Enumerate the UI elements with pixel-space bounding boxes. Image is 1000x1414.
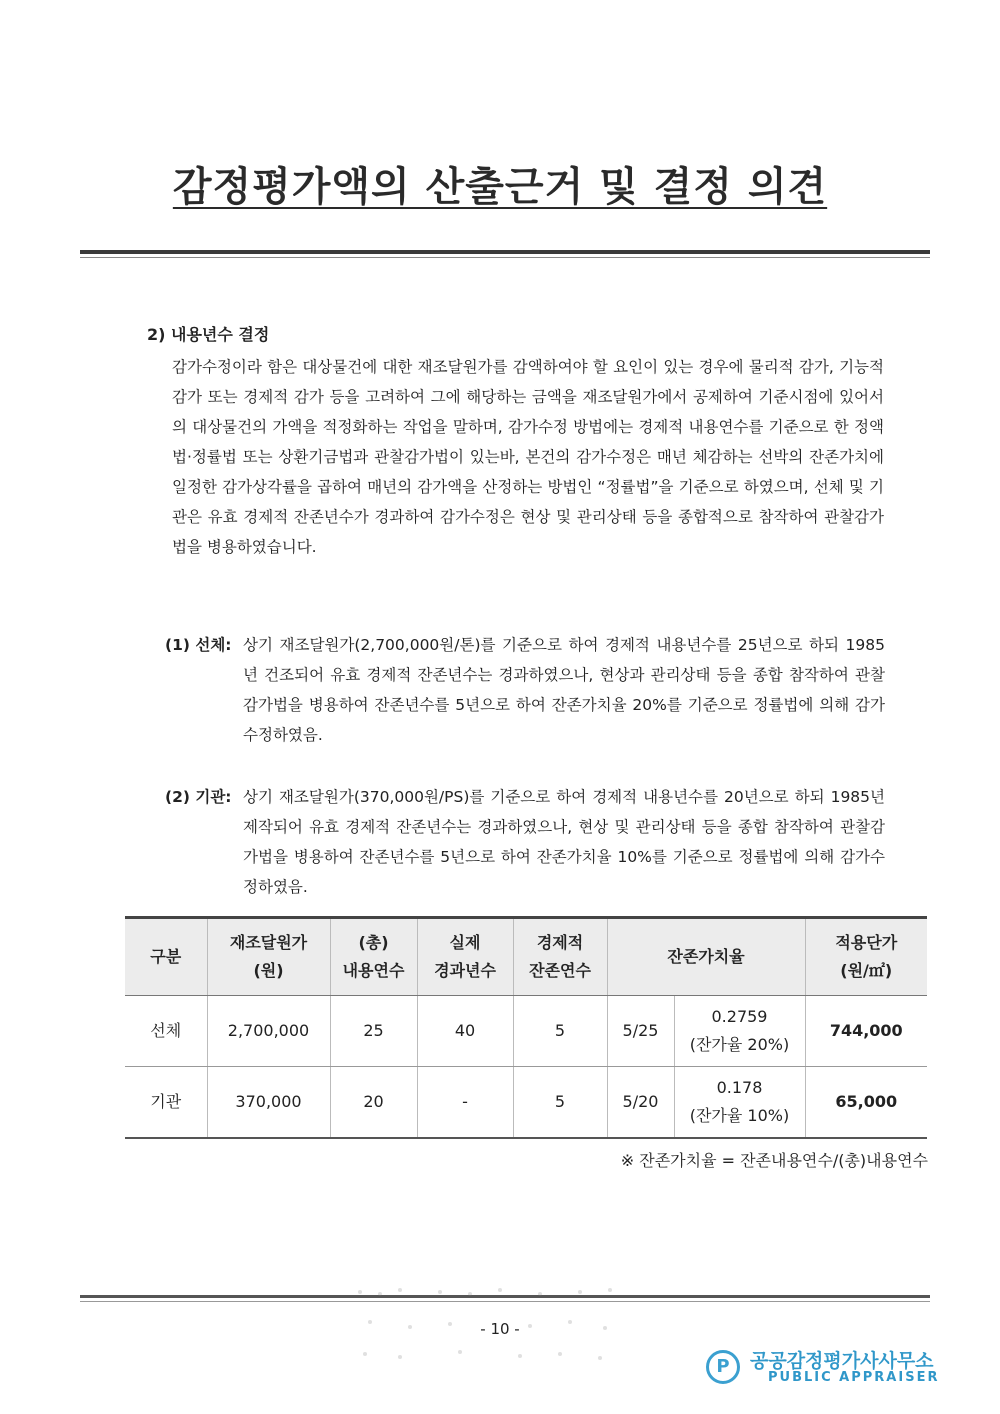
cell-price: 744,000	[805, 996, 927, 1067]
cell-remain: 5	[513, 1067, 607, 1139]
cell-category: 선체	[125, 996, 207, 1067]
item-hull-label: (1) 선체:	[165, 636, 232, 654]
cell-life: 25	[330, 996, 417, 1067]
page-title	[0, 155, 1000, 212]
header-elapsed-years: 실제 경과년수	[417, 918, 513, 996]
cell-cost: 2,700,000	[207, 996, 330, 1067]
header-residual-rate: 잔존가치율	[607, 918, 805, 996]
table-row	[125, 996, 927, 1067]
cell-elapsed: 40	[417, 996, 513, 1067]
logo-p-icon: P	[706, 1350, 740, 1384]
cell-price: 65,000	[805, 1067, 927, 1139]
header-category: 구분	[125, 918, 207, 996]
cell-remain: 5	[513, 996, 607, 1067]
cell-life: 20	[330, 1067, 417, 1139]
item-engine	[165, 782, 885, 902]
section-paragraph: 감가수정이라 함은 대상물건에 대한 재조달원가를 감액하여야 할 요인이 있는 경우에 물리적 감가, 기능적 감가 또는 경제적 감가 등을 고려하여 그에 해당하는 금액을 재조달원가에서 공제하여 기준시점에 있어서의 대상물건의 가액을 적정화하는 작업을 말하며, 감가수정 방법에는 경제적 내용연수를 기준으로 한 정액법·정률법 또는 상환기금법과 관찰감가법이 있는바, 본건의 감가수정은 매년 체감하는 선박의 잔존가치에 일정한 감가상각률을 곱하여 매년의 감가액을 산정하는 방법인 “정률법”을 기준으로 하였으며, 선체 및 기관은 유효 경제적 잔존년수가 경과하여 감가수정은 현상 및 관리상태 등을 종합적으로 참작하여 관찰감가법을 병용하였습니다.	[172, 358, 884, 556]
table-row	[125, 1067, 927, 1139]
item-engine-text: 상기 재조달원가(370,000원/PS)를 기준으로 하여 경제적 내용년수를 20년으로 하되 1985년 제작되어 유효 경제적 잔존년수는 경과하였으나, 현상 및 관리상태 등을 종합 참작하여 관찰감가법을 병용하여 잔존년수를 5년으로 하여 잔존가치율 10%를 기준으로 정률법에 의해 감가수정하였음.	[243, 788, 885, 896]
header-replacement-cost: 재조달원가 (원)	[207, 918, 330, 996]
item-hull	[165, 630, 885, 750]
cell-ratio: 5/25	[607, 996, 674, 1067]
table-header-row	[125, 918, 927, 996]
cell-rate: 0.2759 (잔가율 20%)	[674, 996, 805, 1067]
cell-cost: 370,000	[207, 1067, 330, 1139]
logo-english-name: PUBLIC APPRAISER	[768, 1370, 940, 1385]
header-remaining-life: 경제적 잔존연수	[513, 918, 607, 996]
top-rule	[80, 250, 930, 254]
item-hull-text: 상기 재조달원가(2,700,000원/톤)를 기준으로 하여 경제적 내용년수를 25년으로 하되 1985년 건조되어 유효 경제적 잔존년수는 경과하였으나, 현상과 관리상태 등을 종합 참작하여 관찰감가법을 병용하여 잔존년수를 5년으로 하여 잔존가치율 20%를 기준으로 정률법에 의해 감가수정하였음.	[243, 636, 885, 744]
depreciation-table	[125, 916, 927, 1139]
top-rule-thin	[80, 257, 930, 258]
header-unit-price: 적용단가 (원/㎡)	[805, 918, 927, 996]
cell-rate: 0.178 (잔가율 10%)	[674, 1067, 805, 1139]
page-number: - 10 -	[480, 1320, 520, 1338]
logo-korean-name: 공공감정평가사사무소	[750, 1350, 934, 1372]
formula-note: ※ 잔존가치율 = 잔존내용연수/(총)내용연수	[620, 1151, 928, 1170]
section-heading: 2) 내용년수 결정	[147, 325, 270, 344]
header-total-life: (총) 내용연수	[330, 918, 417, 996]
cell-category: 기관	[125, 1067, 207, 1139]
cell-elapsed: -	[417, 1067, 513, 1139]
page-title-text: 감정평가액의 산출근거 및 결정 의견	[172, 164, 828, 210]
item-engine-label: (2) 기관:	[165, 788, 232, 806]
cell-ratio: 5/20	[607, 1067, 674, 1139]
firm-logo	[706, 1346, 946, 1390]
